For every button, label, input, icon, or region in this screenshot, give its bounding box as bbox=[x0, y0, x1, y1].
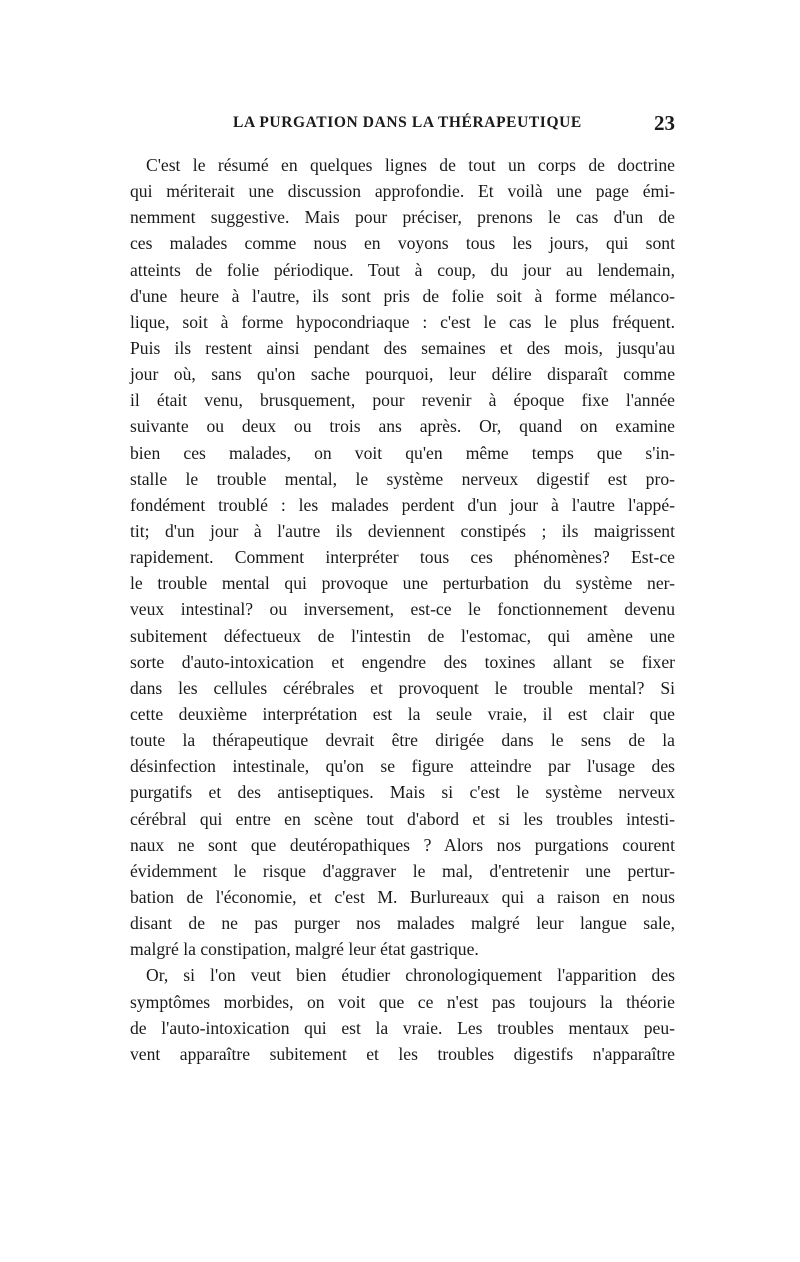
text-line: disant de ne pas purger nos malades malgré leur langue sale, bbox=[130, 913, 675, 934]
text-line: stalle le trouble mental, le système nerveux digestif est pro- bbox=[130, 468, 675, 489]
text-line: symptômes morbides, on voit que ce n'est pas toujours la théorie bbox=[130, 991, 675, 1012]
text-line: Puis ils restent ainsi pendant des semaines et des mois, jusqu'au bbox=[130, 337, 675, 358]
text-line: rapidement. Comment interpréter tous ces phénomènes? Est-ce bbox=[130, 547, 675, 568]
text-line: lique, soit à forme hypocondriaque : c'est le cas le plus fréquent. bbox=[130, 311, 675, 332]
text-line: subitement défectueux de l'intestin de l'estomac, qui amène une bbox=[130, 625, 675, 646]
text-line: jour où, sans qu'on sache pourquoi, leur délire disparaît comme bbox=[130, 364, 675, 385]
text-line: atteints de folie périodique. Tout à coup, du jour au lendemain, bbox=[130, 259, 675, 280]
text-line: vent apparaître subitement et les troubles digestifs n'apparaître bbox=[130, 1043, 675, 1064]
text-line: toute la thérapeutique devrait être dirigée dans le sens de la bbox=[130, 730, 675, 751]
text-line: de l'auto-intoxication qui est la vraie. Les troubles mentaux peu- bbox=[130, 1017, 675, 1038]
text-line: purgatifs et des antiseptiques. Mais si c'est le système nerveux bbox=[130, 782, 675, 803]
running-title: LA PURGATION DANS LA THÉRAPEUTIQUE bbox=[233, 114, 582, 131]
running-header bbox=[130, 111, 675, 142]
text-line: fondément troublé : les malades perdent d'un jour à l'autre l'appé- bbox=[130, 494, 675, 515]
text-line: dans les cellules cérébrales et provoquent le trouble mental? Si bbox=[130, 677, 675, 698]
text-line: nemment suggestive. Mais pour préciser, prenons le cas d'un de bbox=[130, 207, 675, 228]
text-line: ces malades comme nous en voyons tous les jours, qui sont bbox=[130, 233, 675, 254]
text-line: malgré la constipation, malgré leur état gastrique. bbox=[130, 939, 479, 960]
text-line: tit; d'un jour à l'autre ils deviennent constipés ; ils maigrissent bbox=[130, 520, 675, 541]
text-line: cérébral qui entre en scène tout d'abord et si les troubles intesti- bbox=[130, 808, 675, 829]
text-line: désinfection intestinale, qu'on se figure atteindre par l'usage des bbox=[130, 756, 675, 777]
text-line: veux intestinal? ou inversement, est-ce le fonctionnement devenu bbox=[130, 599, 675, 620]
text-line: C'est le résumé en quelques lignes de tout un corps de doctrine bbox=[146, 155, 675, 175]
text-line: évidemment le risque d'aggraver le mal, d'entretenir une pertur- bbox=[130, 860, 675, 881]
text-line: suivante ou deux ou trois ans après. Or, quand on examine bbox=[130, 416, 675, 437]
body-text bbox=[130, 152, 675, 1067]
page-number: 23 bbox=[654, 111, 675, 135]
text-line: bation de l'économie, et c'est M. Burlureaux qui a raison en nous bbox=[130, 886, 675, 907]
text-line: le trouble mental qui provoque une perturbation du système ner- bbox=[130, 573, 675, 594]
text-line: d'une heure à l'autre, ils sont pris de folie soit à forme mélanco- bbox=[130, 285, 675, 306]
text-line: naux ne sont que deutéropathiques ? Alors nos purgations courent bbox=[130, 834, 675, 855]
text-line: sorte d'auto-intoxication et engendre des toxines allant se fixer bbox=[130, 651, 675, 672]
text-line: il était venu, brusquement, pour revenir à époque fixe l'année bbox=[130, 390, 675, 411]
text-line: Or, si l'on veut bien étudier chronologiquement l'apparition des bbox=[146, 965, 675, 986]
text-line: qui mériterait une discussion approfondie. Et voilà une page émi- bbox=[130, 181, 675, 202]
text-line: cette deuxième interprétation est la seule vraie, il est clair que bbox=[130, 703, 675, 724]
text-line: bien ces malades, on voit qu'en même temps que s'in- bbox=[130, 442, 675, 463]
